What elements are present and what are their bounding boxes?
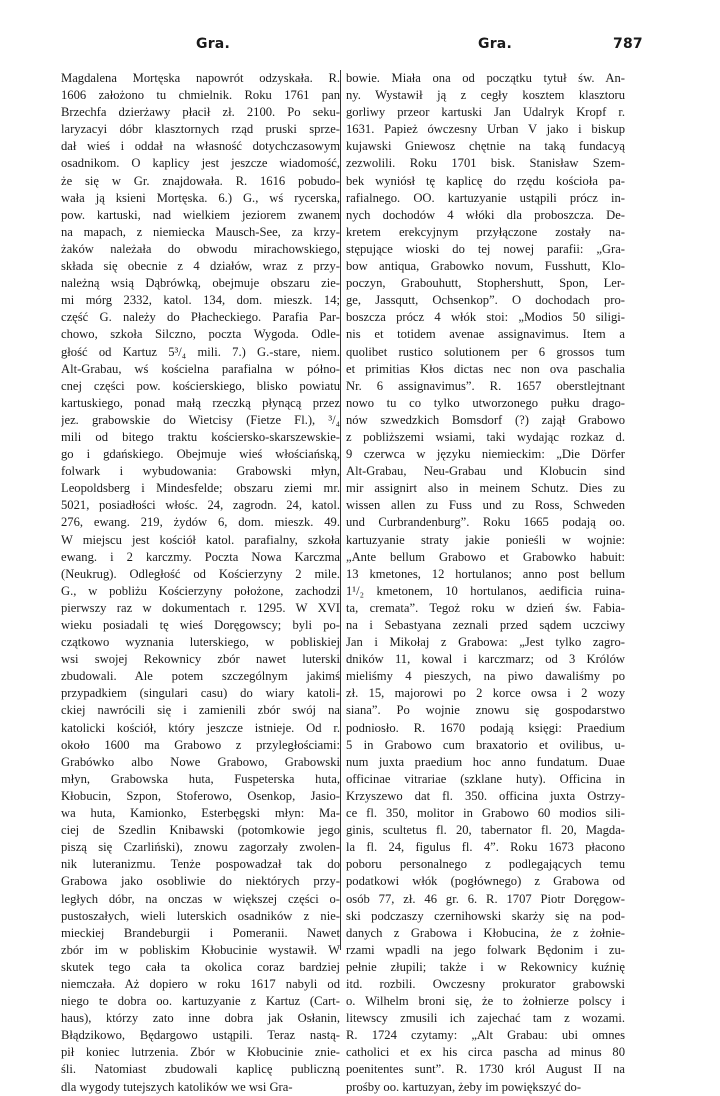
text-line: wieku posiadali tę wieś Doręgowscy; byli po- xyxy=(61,618,340,632)
text-line: młyn, Grabowska huta, Fuspeterska huta, xyxy=(61,771,340,786)
text-line: ckiej nawrócili się i zamienili zbór swój na xyxy=(61,703,340,718)
text-line: 276, ewang. 219, żydów 6, dom. mieszk. 49. xyxy=(61,515,340,530)
text-line: mir assignirt also in meinem Schutz. Dies zu xyxy=(346,481,625,496)
text-line: pustoszałych, wieli luterskich osadników z nie- xyxy=(61,908,340,923)
text-line: 9 czerwca w języku niemieckim: „Die Dörfer xyxy=(346,447,625,462)
text-line: poczyn, Grabouhutt, Stophershutt, Spon, Ler- xyxy=(346,276,625,291)
text-line: 5 in Grabowo cum braxatorio et ovilibus, u- xyxy=(346,737,625,752)
text-line: rzami wpadli na jego folwark Będonim i zu- xyxy=(346,942,625,957)
text-line: 1606 założono tu chmielnik. Roku 1761 pan xyxy=(61,88,340,103)
text-line: wa huta, Kamionko, Esterbęgski młyn: Ma- xyxy=(61,806,340,821)
text-line: ciej de Szedlin Knibawski (potomkowie jego xyxy=(61,823,340,838)
text-line: nów szwedzkich Bomsdorf (?) zajął Grabowo xyxy=(346,412,625,427)
text-line: wissen allen zu Fuss und zu Ross, Schweden xyxy=(346,498,625,513)
text-line: wała ją ksieni Mortęska. 6.) G., wś rycerska, xyxy=(61,190,340,205)
text-line: składa się obecnie z 4 działów, wraz z przy- xyxy=(61,259,340,274)
text-line: mili od bitego traktu kościersko-skarszewskie- xyxy=(61,429,340,444)
text-line: stępujące wioski do tej nowej parafii: „Gra- xyxy=(346,241,625,256)
text-line: pełnie złupili; także i w Rekownicy kuźnię xyxy=(346,959,625,974)
text-line: und Curbrandenburg”. Roku 1665 podają oo. xyxy=(346,515,625,530)
text-line: podatkowi włók (pogłównego) z Grabowa od xyxy=(346,874,625,889)
text-line: chowo, szkoła Silczno, poczta Wygoda. Odle- xyxy=(61,327,340,342)
text-line: z pobliższemi wsiami, taki wydając rozkaz d. xyxy=(346,429,625,444)
text-line: Krzyszewo dat fl. 350. officina juxta Ostrzy- xyxy=(346,788,625,803)
text-line: piszą się Czarliński), znowu zagorzały zwolen- xyxy=(61,840,340,855)
text-line: poboru personalnego z podlegających temu xyxy=(346,857,625,872)
text-line: głość od Kartuz 5³/₄ mili. 7.) G.-stare, niem. xyxy=(61,344,340,359)
text-line: podniosło. R. 1670 podają księgi: Praedium xyxy=(346,720,625,735)
text-line: et primitias Kłos dictas nec non ova paschalia xyxy=(346,361,625,376)
text-line: Leopoldsberg i Mindesfelde; obszaru ziemi mr. xyxy=(61,481,340,496)
text-line: mieckiej Brandeburgii i Pomeranii. Nawet xyxy=(61,925,340,940)
text-line: dał wieś i oddał na własność dotychczasowym xyxy=(61,139,340,154)
text-line: ewang. i 2 karczmy. Poczta Nowa Karczma xyxy=(61,549,340,564)
text-line: ległych dóbr, na onczas w większej części o- xyxy=(61,891,340,906)
text-line: litewscy zmusili ich zajechać tam z wozami. xyxy=(346,1011,625,1026)
text-line: Jan i Mikołaj z Grabowa: „Jest tylko zagro- xyxy=(346,635,625,650)
text-line: kretem erekcyjnym przyłączone zostały na- xyxy=(346,224,625,239)
running-head-left: Gra. xyxy=(196,36,230,52)
text-line: Błądzikowo, Będargowo ustąpili. Teraz nastą- xyxy=(61,1028,340,1043)
text-line: ny. Wystawił ją z cegły kosztem klasztoru xyxy=(346,88,625,103)
text-line: zbór im w pobliskim Kłobucinie wystawił. W xyxy=(61,942,340,957)
text-line: ginis, scultetus fl. 20, tabernator fl. 20, Magda- xyxy=(346,823,625,838)
text-line: przypadkiem (singulari casu) do wiary katoli- xyxy=(61,686,340,701)
text-line: ta, cremata”. Tegoż roku w dzień św. Fabia- xyxy=(346,600,625,615)
text-line: około 1600 ma Grabowo z przyległościami: xyxy=(61,737,340,752)
text-line: zezwolili. Roku 1701 bisk. Stanisław Szem- xyxy=(346,156,625,171)
text-line: skutek tego cała ta okolica coraz bardziej xyxy=(61,959,340,974)
text-line: Nr. 6 assignavimus”. R. 1657 oberstlejtnant xyxy=(346,378,625,393)
text-line: la fl. 24, figulus fl. 4”. Roku 1673 płacono xyxy=(346,840,625,855)
text-line: 5021, posiadłości włośc. 24, zagrodn. 24, katol. xyxy=(61,498,340,513)
text-line: śli. Natomiast zbudowali kaplicę publiczną xyxy=(61,1062,340,1077)
text-line: Magdalena Mortęska napowrót odzyskała. R. xyxy=(61,71,340,85)
text-line: G., w pobliżu Kościerzyny położone, zachodzi xyxy=(61,583,340,598)
text-line: mi mórg 2332, katol. 134, dom. mieszk. 14; xyxy=(61,293,340,308)
text-line: 1631. Papież ówczesny Urban V jako i biskup xyxy=(346,122,625,137)
text-line: wsi swojej Rekownicy zbór nawet luterski xyxy=(61,652,340,667)
text-line: rafialnego. OO. kartuzyanie ustąpili prócz in- xyxy=(346,190,625,205)
left-text-column xyxy=(61,70,340,1096)
text-line: folwark i wybudowania: Grabowski młyn, xyxy=(61,464,340,479)
text-line: W miejscu jest kościół katol. parafialny, szkoła xyxy=(61,532,340,547)
text-line: 1¹/₂ kmetonem, 10 hortulanos, aedificia ruina- xyxy=(346,583,625,598)
text-line: osób 77, zł. 46 gr. 6. R. 1707 Piotr Doręgow- xyxy=(346,891,625,906)
text-line: na mapach, z niemiecka Mausch-See, za krzy- xyxy=(61,224,340,239)
text-line: niego te dobra oo. kartuzyanie z Kartuz (Cart- xyxy=(61,994,340,1009)
text-line: czątkowo wyznania luterskiego, w pobliskiej xyxy=(61,635,340,650)
text-line: quolibet rustico solutionem per 6 grossos tum xyxy=(346,344,625,359)
text-line: danych z Grabowa i Kłobucina, że z żołnie- xyxy=(346,925,625,940)
text-line: o. Wilhelm broni się, że to żołnierze polscy i xyxy=(346,994,625,1009)
text-line: cnej części pow. kościerskiego, blisko powiatu xyxy=(61,378,340,393)
text-line: bow antiqua, Grabowko novum, Fusshutt, Klo- xyxy=(346,259,625,274)
text-line: Alt-Grabau, wś kościelna parafialna w półno- xyxy=(61,361,340,376)
text-line: osadnikom. O kaplicy jest jeszcze wiadomość, xyxy=(61,156,340,171)
text-line: nowo tu co tylko utworzonego pułku drago- xyxy=(346,395,625,410)
text-line: że się w Gr. znajdowała. R. 1616 pobudo- xyxy=(61,173,340,188)
text-line: mieliśmy 4 pieszych, na piwo dawaliśmy po xyxy=(346,669,625,684)
text-line: kartuskiego, ponad małą rzeczką płynącą przez xyxy=(61,395,340,410)
text-line: jez. grabowskie do Wietcisy (Fietze Fl.), ³/₄ xyxy=(61,412,340,427)
text-line: ski podczaszy czernihowski skarży się na pod- xyxy=(346,908,625,923)
text-line: katolicki kościół, który jeszcze istnieje. Od r. xyxy=(61,720,340,735)
text-line: dla wygody tutejszych katolików we wsi Gra- xyxy=(61,1079,293,1094)
text-line: pierwszy raz w dokumentach r. 1295. W XVI xyxy=(61,600,340,615)
text-line: należną wsią Dąbrówką, obejmuje obszaru zie- xyxy=(61,276,340,291)
text-line: siana”. Po wojnie znowu się gospodarstwo xyxy=(346,703,625,718)
text-line: Grabowa jako osobliwie do niektórych przy- xyxy=(61,874,340,889)
text-line: pow. kartuski, nad wielkiem jeziorem zwanem xyxy=(61,207,340,222)
text-line: nych dochodów 4 włóki dla proboszcza. De- xyxy=(346,207,625,222)
text-line: ge, Jassqutt, Ochsenkop”. O dochodach pro- xyxy=(346,293,625,308)
text-line: officinae vitrariae (szklane huty). Officina in xyxy=(346,771,625,786)
text-line: prośby oo. kartuzyan, żeby im powiększyć do- xyxy=(346,1079,582,1094)
text-line: dników 11, kowal i karczmarz; od 3 Królów xyxy=(346,652,625,667)
text-line: num juxta praedium hoc anno fundatum. Duae xyxy=(346,754,625,769)
text-line: haus), którzy zato inne dobra jak Osłanin, xyxy=(61,1011,340,1026)
text-line: R. 1724 czytamy: „Alt Grabau: ubi omnes xyxy=(346,1028,625,1043)
text-line: itd. rozbili. Owczesny prokurator grabowski xyxy=(346,976,625,991)
text-line: na i Sebastyana zeznali przed sądem uczciwy xyxy=(346,618,625,632)
running-head-right: Gra. xyxy=(478,36,512,52)
text-line: Kłobucin, Szpon, Stoferowo, Osenkop, Jasio- xyxy=(61,788,340,803)
text-line: część G. należy do Płacheckiego. Parafia Par- xyxy=(61,310,340,325)
text-line: żaków należała do obwodu mirachowskiego, xyxy=(61,241,340,256)
text-line: nis et totidem avenae assignavimus. Item a xyxy=(346,327,625,342)
text-line: Alt-Grabau, Neu-Grabau und Klobucin sind xyxy=(346,464,625,479)
text-line: pił koniec lutrzenia. Zbór w Kłobucinie znie- xyxy=(61,1045,340,1060)
text-line: Brzechfa dzierżawy płacił zł. 2100. Po seku- xyxy=(61,105,340,120)
text-line: Grabówko albo Nowe Grabowo, Grabowski xyxy=(61,754,340,769)
text-line: zbudowali. Ale potem szczególnym jakimś xyxy=(61,669,340,684)
text-line: poenitentes sunt”. R. 1730 król August II na xyxy=(346,1062,625,1077)
text-line: bek wyniósł tę kaplicę do rzędu kościoła pa- xyxy=(346,173,625,188)
text-line: nik luteranizmu. Tenże pospowadzał tak do xyxy=(61,857,340,872)
text-line: catholici et ex his circa pascha ad minus 80 xyxy=(346,1045,625,1060)
text-line: gorliwy przeor kartuski Jan Udalryk Kropf r. xyxy=(346,105,625,120)
text-line: go i gdańskiego. Obejmuje wieś włościańską, xyxy=(61,447,340,462)
text-line: kujawski Gniewosz chętnie na taką fundacyą xyxy=(346,139,625,154)
right-text-column xyxy=(346,70,625,1096)
text-line: (Neukrug). Odległość od Kościerzyny 2 mile. xyxy=(61,566,340,581)
page-number: 787 xyxy=(613,36,643,52)
text-line: boszcza prócz 4 włók stoi: „Modios 50 siligi- xyxy=(346,310,625,325)
column-divider xyxy=(340,70,341,950)
text-line: ce fl. 350, molitor in Grabowo 60 modios sili- xyxy=(346,806,625,821)
text-line: zł. 15, majorowi po 2 korce owsa i 2 wozy xyxy=(346,686,625,701)
text-line: „Ante bellum Grabowo et Grabowko habuit: xyxy=(346,549,625,564)
text-line: niemczała. Aż dopiero w roku 1617 nabyli od xyxy=(61,976,340,991)
text-line: kartuzyanie straty jakie ponieśli w wojnie: xyxy=(346,532,625,547)
text-line: bowie. Miała ona od początku tytuł św. An- xyxy=(346,71,625,85)
text-line: laryzacyi dóbr klasztornych rząd pruski sprze- xyxy=(61,122,340,137)
text-line: 13 kmetones, 12 hortulanos; anno post bellum xyxy=(346,566,625,581)
